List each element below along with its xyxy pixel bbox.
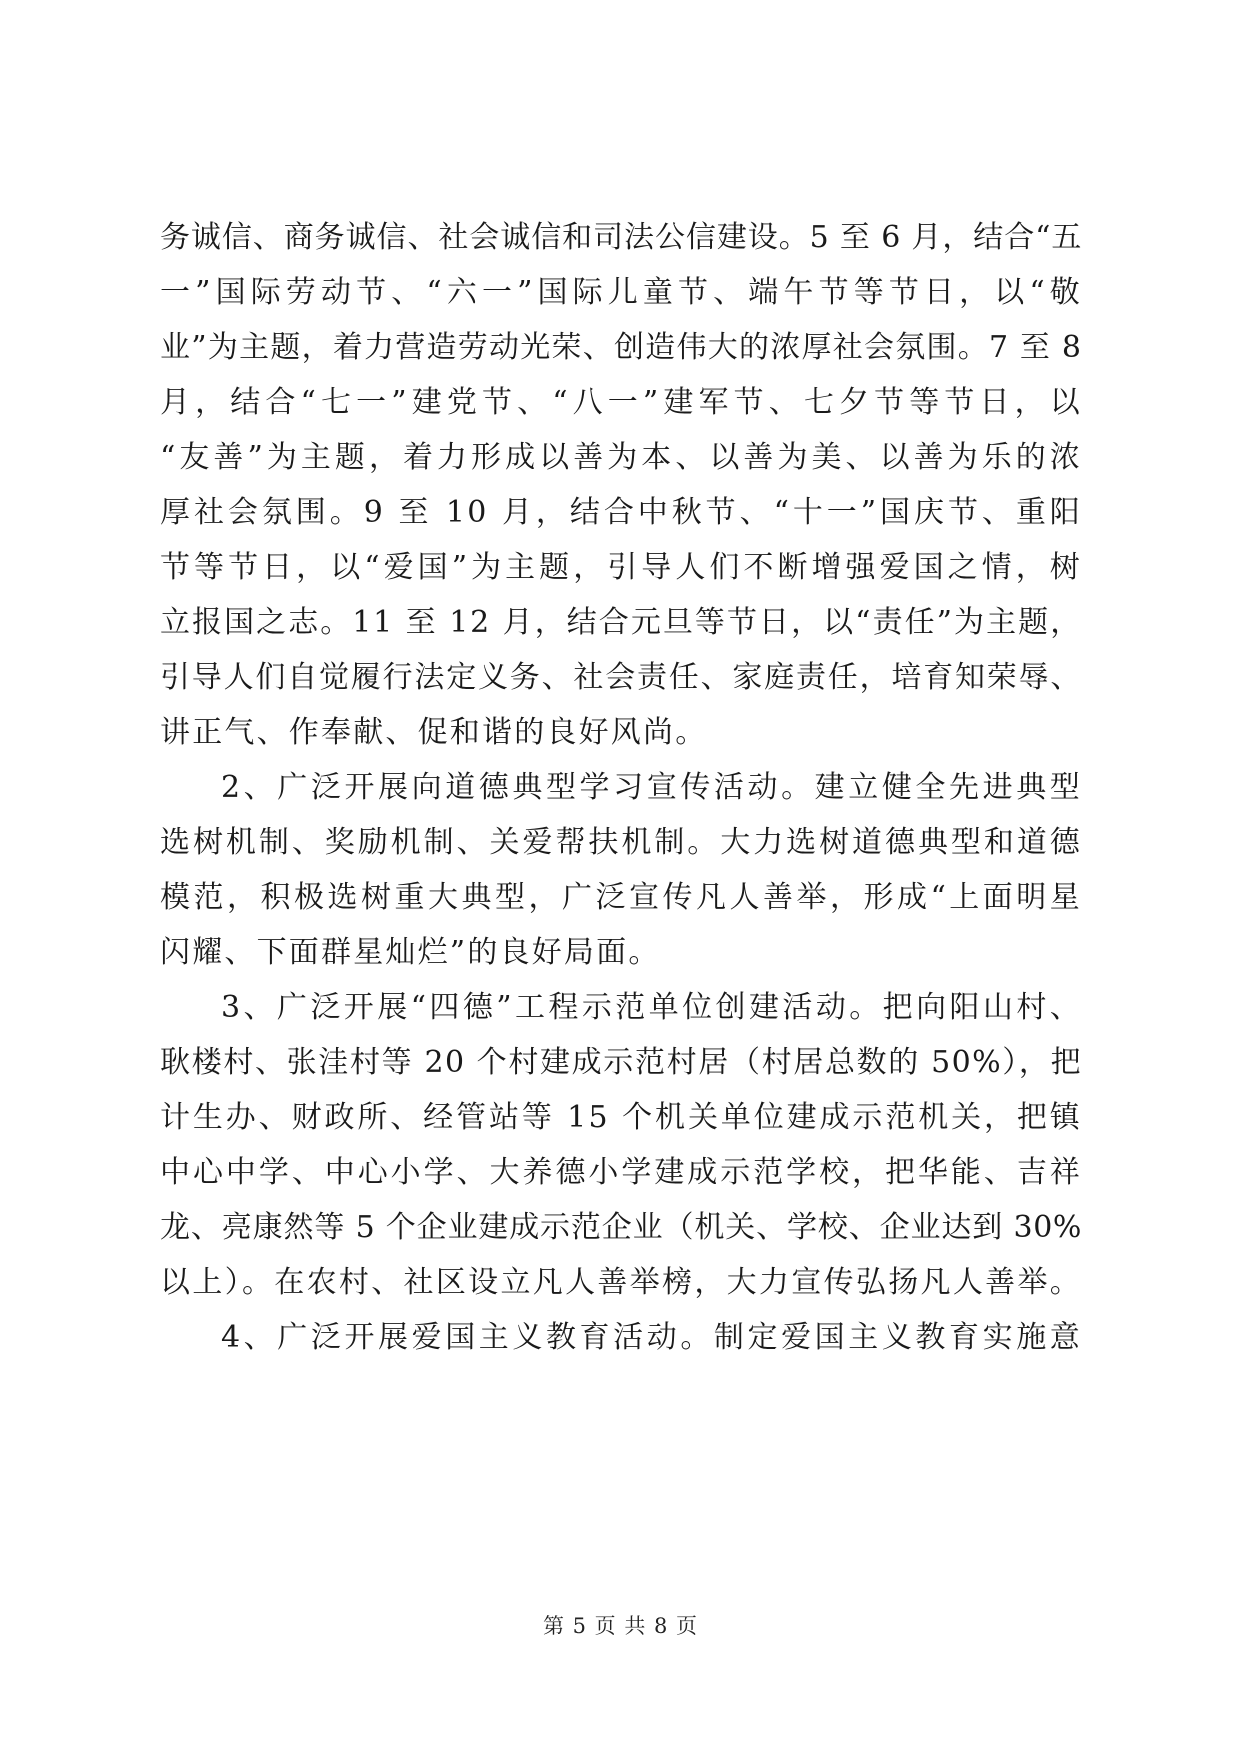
body-text-line: 立报国之志。11 至 12 月，结合元旦等节日，以“责任”为主题， [160, 605, 1082, 640]
body-text-line: 以上）。在农村、社区设立凡人善举榜，大力宣传弘扬凡人善举。 [160, 1265, 1082, 1300]
body-text-line: 业”为主题，着力营造劳动光荣、创造伟大的浓厚社会氛围。7 至 8 [160, 330, 1082, 365]
body-text-line: 中心中学、中心小学、大养德小学建成示范学校，把华能、吉祥 [160, 1155, 1082, 1190]
body-text-line: 选树机制、奖励机制、关爱帮扶机制。大力选树道德典型和道德 [160, 825, 1082, 860]
paragraph-first-line: 3、广泛开展“四德”工程示范单位创建活动。把向阳山村、 [221, 990, 1082, 1025]
body-text-line: 闪耀、下面群星灿烂”的良好局面。 [160, 935, 661, 970]
page-number-footer: 第 5 页 共 8 页 [542, 1614, 699, 1638]
paragraph-first-line: 4、广泛开展爱国主义教育活动。制定爱国主义教育实施意 [221, 1320, 1082, 1355]
body-text-line: 龙、亮康然等 5 个企业建成示范企业（机关、学校、企业达到 30% [160, 1210, 1082, 1245]
body-text-line: 月，结合“七一”建党节、“八一”建军节、七夕节等节日，以 [160, 385, 1082, 420]
body-text-line: 务诚信、商务诚信、社会诚信和司法公信建设。5 至 6 月，结合“五 [160, 220, 1082, 255]
body-text-line: 厚社会氛围。9 至 10 月，结合中秋节、“十一”国庆节、重阳 [160, 495, 1082, 530]
body-text-line: 模范，积极选树重大典型，广泛宣传凡人善举，形成“上面明星 [160, 880, 1082, 915]
body-text-line: “友善”为主题，着力形成以善为本、以善为美、以善为乐的浓 [160, 440, 1082, 475]
body-text-line: 节等节日，以“爱国”为主题，引导人们不断增强爱国之情，树 [160, 550, 1082, 585]
paragraph-first-line: 2、广泛开展向道德典型学习宣传活动。建立健全先进典型 [221, 770, 1082, 805]
body-text-line: 耿楼村、张洼村等 20 个村建成示范村居（村居总数的 50%），把 [160, 1045, 1082, 1080]
body-text-line: 讲正气、作奉献、促和谐的良好风尚。 [160, 715, 708, 750]
body-text-line: 引导人们自觉履行法定义务、社会责任、家庭责任，培育知荣辱、 [160, 660, 1083, 695]
body-text-line: 一”国际劳动节、“六一”国际儿童节、端午节等节日，以“敬 [160, 275, 1082, 310]
body-text-line: 计生办、财政所、经管站等 15 个机关单位建成示范机关，把镇 [160, 1100, 1082, 1135]
